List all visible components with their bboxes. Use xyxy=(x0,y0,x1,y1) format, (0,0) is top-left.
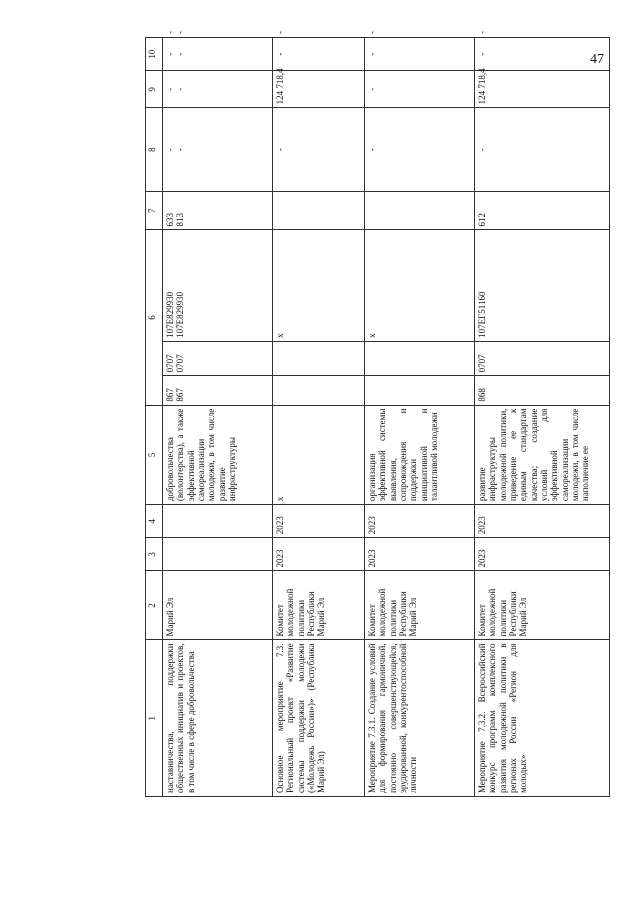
cell-c7 xyxy=(163,191,273,229)
cell-c3: 2023 xyxy=(365,538,475,571)
cell-c4: 2023 xyxy=(475,505,610,538)
budget-table xyxy=(145,31,610,797)
cell-c6b xyxy=(273,341,365,376)
header-cell-7: 7 xyxy=(146,191,163,229)
cell-line: - xyxy=(275,52,285,56)
cell-line: 867 xyxy=(175,388,186,402)
header-cell-6: 6 xyxy=(146,230,163,405)
header-cell-3: 3 xyxy=(146,538,163,571)
cell-c10 xyxy=(365,38,475,71)
cell-line: x xyxy=(275,333,285,338)
cell-c2: Марий Эл xyxy=(163,571,273,640)
cell-c8 xyxy=(475,108,610,192)
cell-c9 xyxy=(163,71,273,108)
cell-line: - xyxy=(367,148,377,152)
cell-c8 xyxy=(163,108,273,192)
cell-c6b xyxy=(163,341,273,376)
cell-c3 xyxy=(163,538,273,571)
cell-line: - xyxy=(477,148,487,152)
cell-c4 xyxy=(163,505,273,538)
cell-line: - xyxy=(165,148,175,152)
cell-c2: Комитет молодежной политики Республики Марий Эл xyxy=(475,571,610,640)
cell-line: 0707 xyxy=(175,354,186,373)
cell-c6c xyxy=(273,230,365,341)
cell-c6a xyxy=(475,376,610,405)
page-number: 47 xyxy=(590,52,604,67)
cell-line: x xyxy=(367,333,377,338)
cell-line: - xyxy=(175,52,186,56)
cell-c6b xyxy=(475,341,610,376)
cell-line: 0707 xyxy=(477,354,487,373)
cell-c5: x xyxy=(273,405,365,505)
header-cell-9: 9 xyxy=(146,71,163,108)
table-row: наставничества, поддержки общественных инициатив и проектов, в том числе в сфере добровольчества Марий Эл добровольчества (волонтерства), а также эффективной самореализации молодежи, в том числе развитие инфраструктуры 867 867 0707 0707 107E829930 107E829930 633 813 - - - - - - - - xyxy=(163,38,273,797)
cell-line: 612 xyxy=(477,212,487,227)
cell-c7 xyxy=(475,191,610,229)
cell-line: 867 xyxy=(165,388,175,402)
cell-c6a xyxy=(273,376,365,405)
cell-c5: организация эффективной системы выявления, сопровождения и поддержки инициативной и талантливой молодежи xyxy=(365,405,475,505)
cell-line: - xyxy=(275,148,285,152)
cell-line: 633 xyxy=(165,212,175,227)
cell-c1: наставничества, поддержки общественных инициатив и проектов, в том числе в сфере добровольчества xyxy=(163,640,273,797)
cell-c2: Комитет молодежной политики Республики Марий Эл xyxy=(273,571,365,640)
cell-line: - xyxy=(165,87,175,91)
cell-line: - xyxy=(175,148,186,152)
cell-line: - xyxy=(367,87,377,91)
cell-line: - xyxy=(165,52,175,56)
header-row xyxy=(146,38,163,797)
cell-c1: Мероприятие 7.3.1. Создание условий для формирования гармоничной, постоянно совершенствующейся, эрудированной, конкурентоспособной личности xyxy=(365,640,475,797)
cell-line: 0707 xyxy=(165,354,175,373)
cell-c10 xyxy=(475,38,610,71)
cell-c6a xyxy=(365,376,475,405)
cell-c7 xyxy=(273,191,365,229)
header-cell-1: 1 xyxy=(146,640,163,797)
cell-line: 124 718,4 xyxy=(477,68,487,105)
cell-c6c xyxy=(365,230,475,341)
cell-c2: Комитет молодежной политики Республики Марий Эл xyxy=(365,571,475,640)
rotated-table-sheet xyxy=(145,31,615,797)
cell-c9 xyxy=(365,71,475,108)
cell-line: 107EГ51160 xyxy=(477,291,487,338)
cell-c8 xyxy=(365,108,475,192)
cell-c5: развитие инфраструктуры молодежной политики, приведение ее к единым стандартам качества; создание условий для эффективной самореализации молодежи, в том числе наполнение ее xyxy=(475,405,610,505)
cell-line: 813 xyxy=(175,212,186,227)
cell-line: 868 xyxy=(477,388,487,402)
cell-c6b xyxy=(365,341,475,376)
cell-c7 xyxy=(365,191,475,229)
cell-c9 xyxy=(475,68,610,108)
cell-c1: Мероприятие 7.3.2. Всероссийский конкурс программ комплексного развития молодежной политики в регионах России «Регион для молодых» xyxy=(475,640,610,797)
cell-c5: добровольчества (волонтерства), а также эффективной самореализации молодежи, в том числе развитие инфраструктуры xyxy=(163,405,273,505)
cell-line: 107E829930 xyxy=(175,291,186,338)
cell-line: - xyxy=(175,87,186,91)
cell-c6a xyxy=(163,376,273,405)
cell-line: - xyxy=(367,52,377,56)
cell-c3: 2023 xyxy=(475,538,610,571)
cell-c3: 2023 xyxy=(273,538,365,571)
cell-line: 124 718,4 xyxy=(275,68,285,105)
cell-c4: 2023 xyxy=(273,505,365,538)
cell-line: - xyxy=(477,52,487,56)
header-cell-5: 5 xyxy=(146,405,163,505)
header-cell-4: 4 xyxy=(146,505,163,538)
header-cell-8: 8 xyxy=(146,108,163,192)
cell-c6c xyxy=(163,230,273,341)
cell-c10 xyxy=(273,38,365,71)
table-row: Основное мероприятие 7.3. Региональный проект «Развитие системы поддержки молодежи («Молодежь России»)» (Республика Марий Эл) Комитет молодежной политики Республики Марий Эл 2023 2023 x x - 124 718,4 - - xyxy=(273,38,365,797)
cell-c8 xyxy=(273,108,365,192)
cell-c4: 2023 xyxy=(365,505,475,538)
table-row: Мероприятие 7.3.1. Создание условий для формирования гармоничной, постоянно совершенствующейся, эрудированной, конкурентоспособной личности Комитет молодежной политики Республики Марий Эл 2023 2023 организация эффективной системы выявления, сопровождения и поддержки инициативной и талантливой молодежи x - - - - xyxy=(365,38,475,797)
header-cell-10: 10 xyxy=(146,38,163,71)
cell-c1: Основное мероприятие 7.3. Региональный проект «Развитие системы поддержки молодежи («Молодежь России»)» (Республика Марий Эл) xyxy=(273,640,365,797)
cell-line: 107E829930 xyxy=(165,291,175,338)
header-cell-2: 2 xyxy=(146,571,163,640)
cell-c10 xyxy=(163,38,273,71)
cell-c9 xyxy=(273,68,365,108)
cell-c6c xyxy=(475,230,610,341)
table-row: Мероприятие 7.3.2. Всероссийский конкурс программ комплексного развития молодежной политики в регионах России «Регион для молодых» Комитет молодежной политики Республики Марий Эл 2023 2023 развитие инфраструктуры молодежной политики, приведение ее к единым стандартам качества; создание условий для эффективной самореализации молодежи, в том числе наполнение ее 868 0707 107EГ51160 612 - 124 718,4 - - xyxy=(475,38,610,797)
